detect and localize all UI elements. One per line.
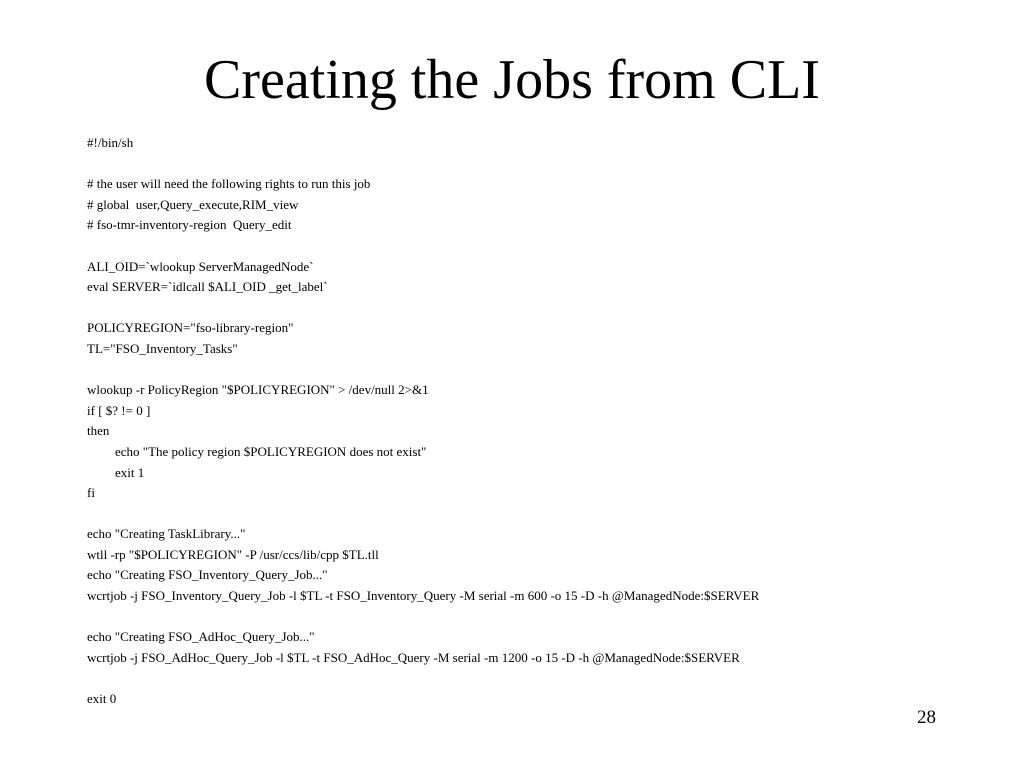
script-line: TL="FSO_Inventory_Tasks" [87,340,238,356]
script-line: wcrtjob -j FSO_Inventory_Query_Job -l $TL -t FSO_Inventory_Query -M serial -m 600 -o 15 -D -h @ManagedNode:$SERVER [87,588,760,604]
script-line: echo "Creating TaskLibrary..." [87,526,246,542]
script-line: exit 0 [87,691,117,707]
script-line: POLICYREGION="fso-library-region" [87,320,294,336]
slide-title: Creating the Jobs from CLI [204,49,820,111]
script-line: wcrtjob -j FSO_AdHoc_Query_Job -l $TL -t FSO_AdHoc_Query -M serial -m 1200 -o 15 -D -h @ManagedNode:$SERVER [87,649,740,665]
script-line [87,360,987,381]
script-line: echo "Creating FSO_AdHoc_Query_Job..." [87,629,315,645]
script-line [87,607,987,628]
script-code-block [87,133,987,710]
script-line [87,236,987,257]
script-line: # fso-tmr-inventory-region Query_edit [87,217,292,233]
script-line: # global user,Query_execute,RIM_view [87,196,299,212]
script-line: wtll -rp "$POLICYREGION" -P /usr/ccs/lib/cpp $TL.tll [87,546,379,562]
page-number: 28 [917,707,936,728]
script-line [87,668,987,689]
script-line: exit 1 [115,464,145,480]
script-line [87,298,987,319]
script-line: wlookup -r PolicyRegion "$POLICYREGION" > /dev/null 2>&1 [87,382,429,398]
script-line [87,154,987,175]
script-line: # the user will need the following rights to run this job [87,176,371,192]
script-line: echo "The policy region $POLICYREGION does not exist" [115,443,427,459]
script-line: #!/bin/sh [87,135,134,150]
script-line: if [ $? != 0 ] [87,402,151,418]
script-line: fi [87,485,95,501]
script-line: then [87,423,110,439]
script-line [87,504,987,525]
script-line: ALI_OID=`wlookup ServerManagedNode` [87,258,314,274]
script-line: eval SERVER=`idlcall $ALI_OID _get_label` [87,279,328,295]
script-line: echo "Creating FSO_Inventory_Query_Job..." [87,567,328,583]
